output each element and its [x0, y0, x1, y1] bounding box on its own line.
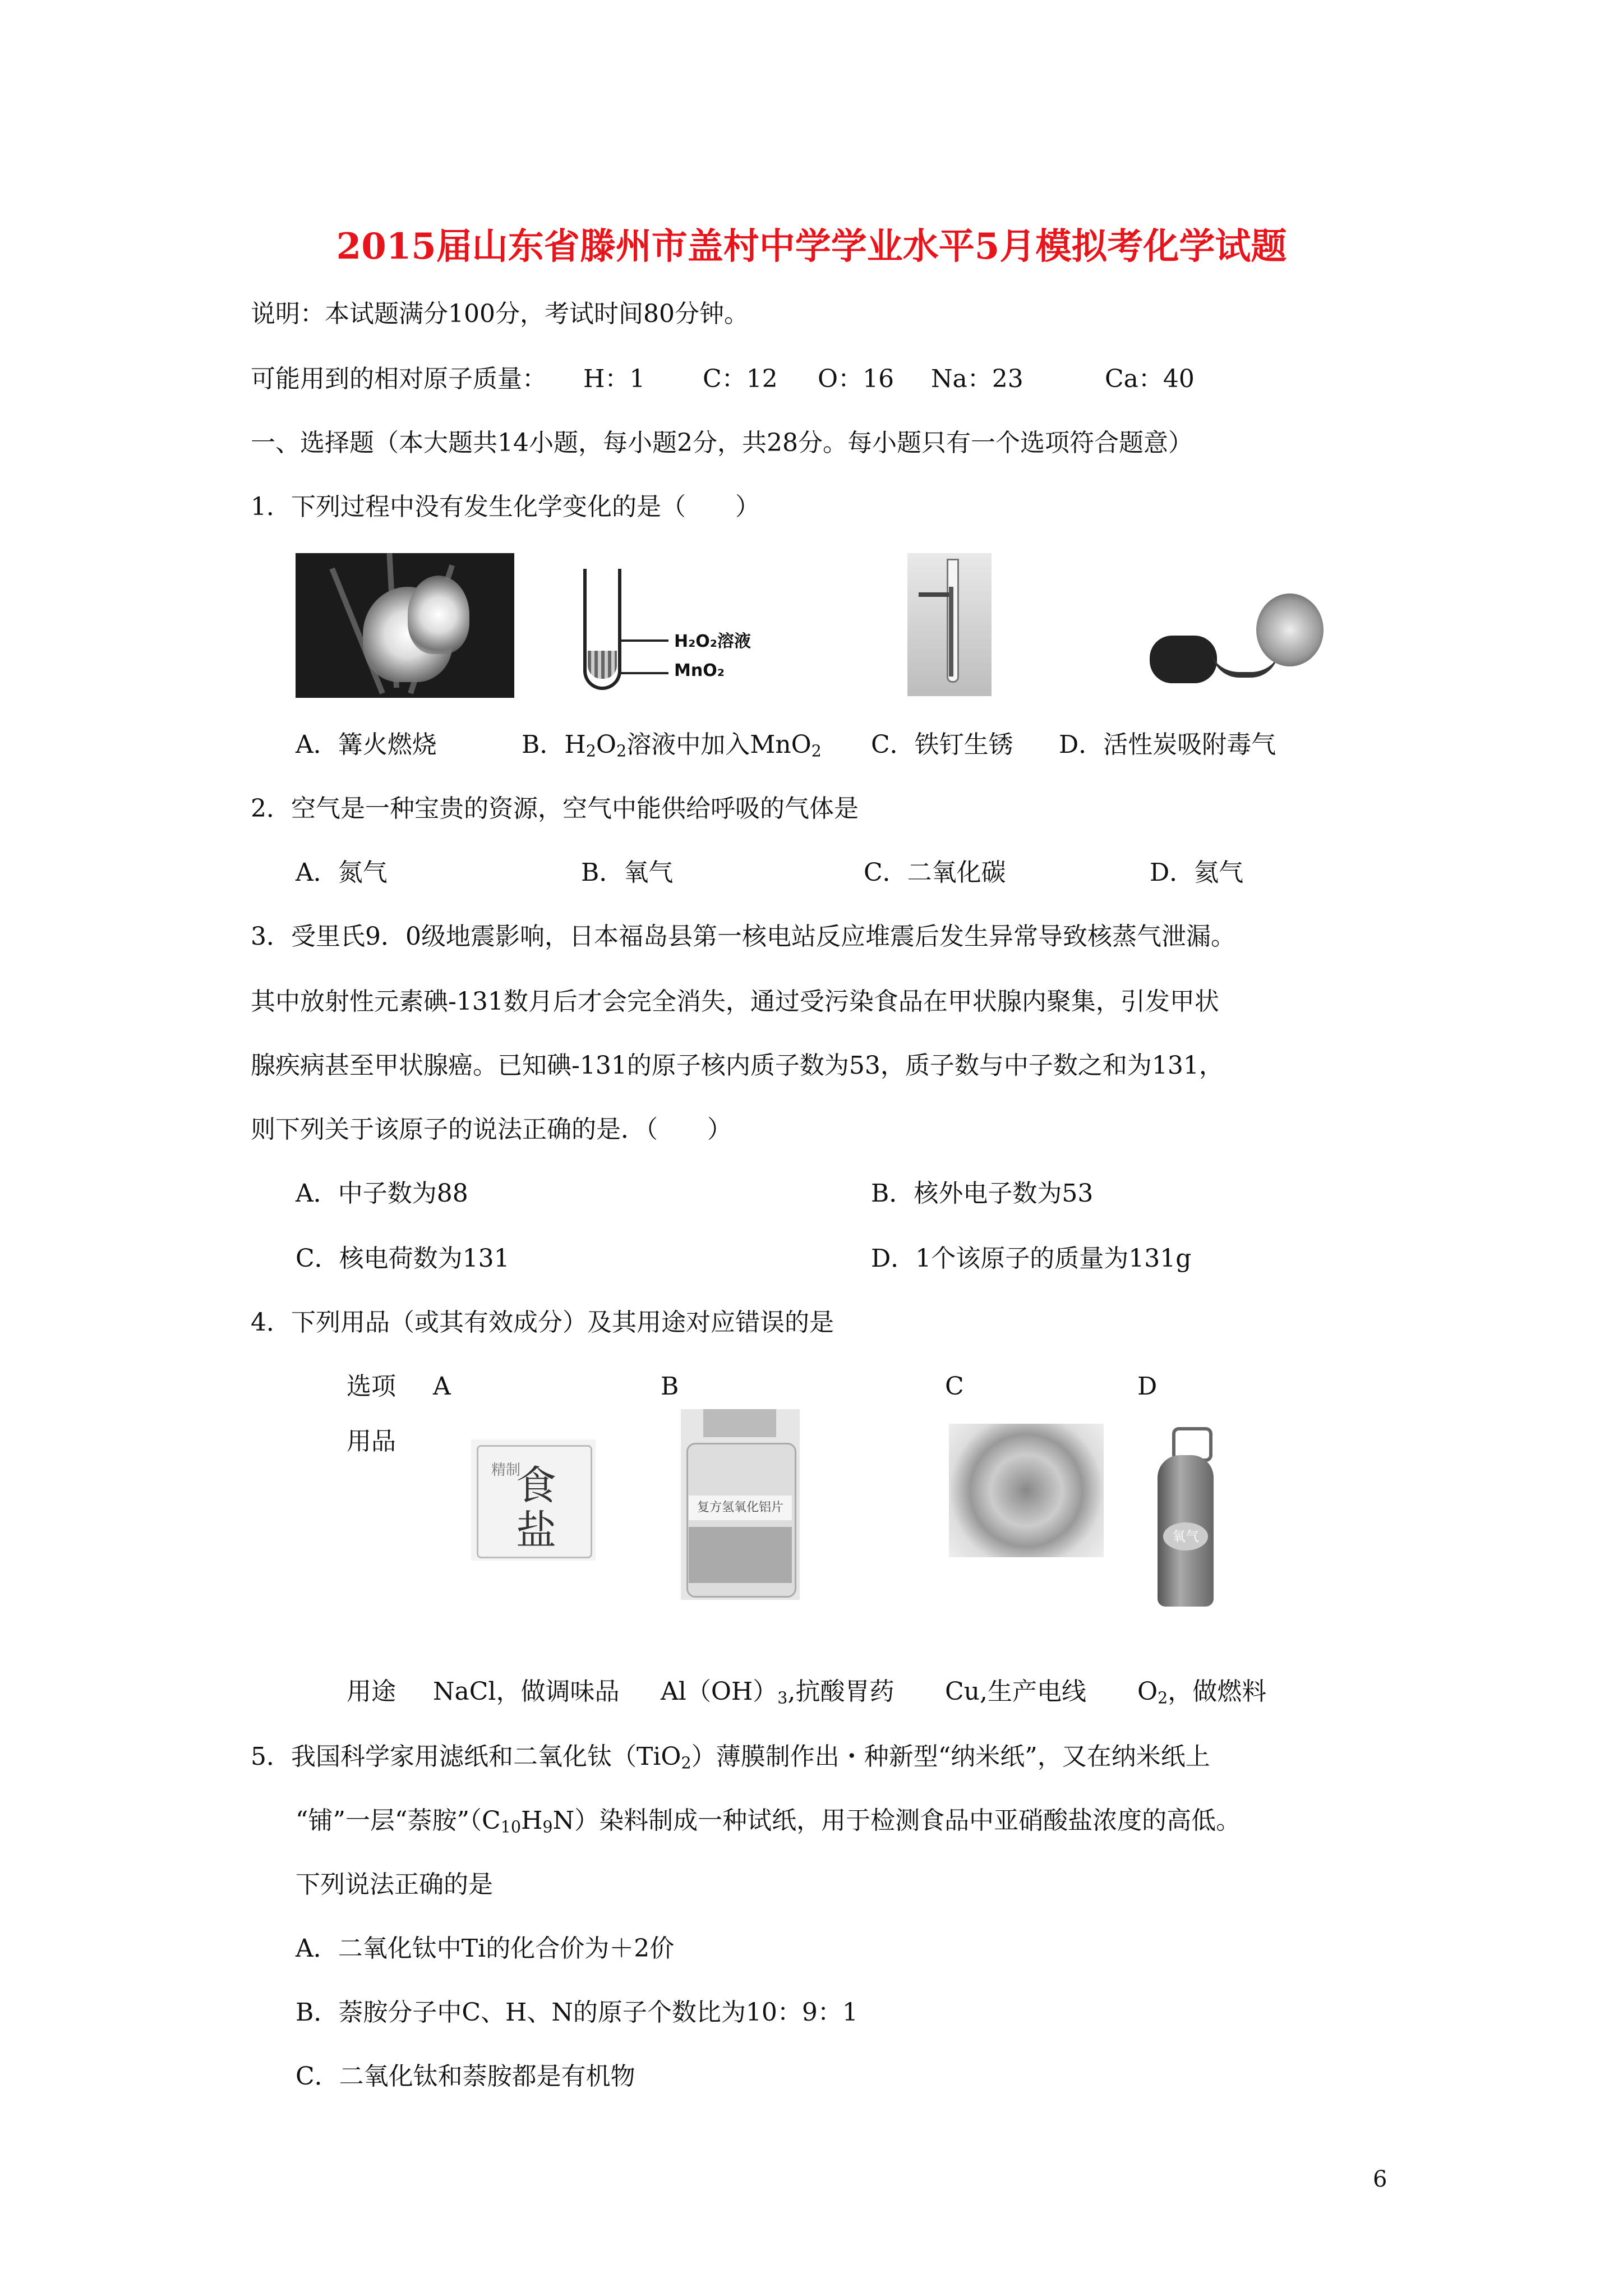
q2-option-d: D．氦气: [1150, 858, 1244, 887]
mass-h: H：1: [583, 365, 645, 393]
h2o2-test-tube-image: [566, 555, 780, 698]
q1-option-b: B．$H_2O_2$溶液中加入MnO$_2$: [522, 730, 822, 761]
salt-text-top: 食: [516, 1462, 557, 1509]
q2-option-c: C．二氧化碳: [864, 858, 1006, 887]
q1-stem: 1．下列过程中没有发生化学变化的是（ ）: [251, 493, 760, 521]
q4-choice-a: A: [433, 1372, 451, 1401]
salt-text-bottom: 盐: [516, 1507, 557, 1554]
tank-label: 氧气: [1163, 1522, 1208, 1550]
antacid-label: 复方氢氧化铝片: [689, 1496, 792, 1520]
mass-na: Na：23: [931, 365, 1023, 393]
h2o2-label: H₂O₂溶液: [674, 632, 751, 651]
bonfire-image: [296, 553, 514, 698]
q4-row-label-use: 用途: [347, 1677, 396, 1706]
q4-use-b: $Al(OH)_3$,抗酸胃药: [661, 1677, 895, 1708]
q4-row-label-item: 用品: [347, 1427, 396, 1456]
q4-choice-d: D: [1137, 1372, 1158, 1401]
q5-line-1: 5．我国科学家用滤纸和二氧化钛（TiO$_2$）薄膜制作出・种新型“纳米纸”，又在纳米纸上: [251, 1742, 1210, 1773]
gas-mask-image: [1144, 588, 1335, 706]
q5-option-c: C．二氧化钛和萘胺都是有机物: [296, 2062, 635, 2091]
section-heading: 一、选择题（本大题共14小题，每小题2分，共28分。每小题只有一个选项符合题意）: [251, 429, 1193, 457]
exam-note: 说明：本试题满分100分，考试时间80分钟。: [251, 300, 749, 328]
page-number: 6: [1373, 2166, 1387, 2192]
q4-row-label-option: 选项: [347, 1372, 396, 1401]
q2-stem: 2．空气是一种宝贵的资源，空气中能供给呼吸的气体是: [251, 794, 859, 823]
mno2-label: MnO₂: [674, 661, 725, 680]
q5-option-a: A．二氧化钛中Ti的化合价为＋2价: [296, 1934, 675, 1963]
q3-option-d: D．1个该原子的质量为131g: [871, 1244, 1192, 1273]
page-title: 2015届山东省滕州市盖村中学学业水平5月模拟考化学试题: [336, 226, 1287, 268]
q5-option-b: B．萘胺分子中C、H、N的原子个数比为10：9：1: [296, 1998, 858, 2027]
q1-option-c: C．铁钉生锈: [871, 730, 1013, 759]
q3-line-1: 3．受里氏9．0级地震影响，日本福岛县第一核电站反应堆震后发生异常导致核蒸气泄漏。: [251, 922, 1235, 951]
q1-option-a: A．篝火燃烧: [296, 730, 437, 759]
q4-stem: 4．下列用品（或其有效成分）及其用途对应错误的是: [251, 1308, 834, 1337]
q4-use-c: Cu,生产电线: [945, 1677, 1086, 1706]
q2-option-a: A．氮气: [296, 858, 388, 887]
mass-ca: Ca：40: [1105, 365, 1195, 393]
q5-line-2: “铺”一层“萘胺$”(C_{10}H_9N)$染料制成一种试纸，用于检测食品中亚硝酸盐浓度的高低。: [296, 1806, 1241, 1837]
q4-choice-c: C: [945, 1372, 964, 1401]
q3-line-4: 则下列关于该原子的说法正确的是．（ ）: [251, 1115, 732, 1144]
mass-o: O：16: [818, 365, 895, 393]
oxygen-tank-image: [1150, 1427, 1221, 1609]
q5-line-3: 下列说法正确的是: [296, 1870, 493, 1899]
q4-use-a: NaCl，做调味品: [433, 1677, 620, 1706]
q3-option-c: C．核电荷数为131: [296, 1244, 510, 1273]
mass-c: C：12: [703, 365, 778, 393]
atomic-mass-label: 可能用到的相对原子质量：: [251, 365, 547, 393]
q3-option-b: B．核外电子数为53: [871, 1179, 1094, 1208]
q4-use-d: $O_2$，做燃料: [1137, 1677, 1267, 1708]
rusting-nail-image: [907, 553, 992, 696]
salt-bag-image: [471, 1439, 596, 1561]
copper-wire-image: [949, 1424, 1104, 1557]
antacid-bottle-image: [681, 1409, 800, 1600]
q3-option-a: A．中子数为88: [296, 1179, 468, 1208]
q2-option-b: B．氧气: [581, 858, 674, 887]
q3-line-3: 腺疾病甚至甲状腺癌。已知碘-131的原子核内质子数为53，质子数与中子数之和为131，: [251, 1051, 1224, 1080]
q4-choice-b: B: [661, 1372, 679, 1401]
q1-option-d: D．活性炭吸附毒气: [1059, 730, 1276, 759]
salt-brand-text: 精制: [491, 1462, 521, 1479]
q3-line-2: 其中放射性元素碘-131数月后才会完全消失，通过受污染食品在甲状腺内聚集，引发甲状: [251, 987, 1219, 1016]
